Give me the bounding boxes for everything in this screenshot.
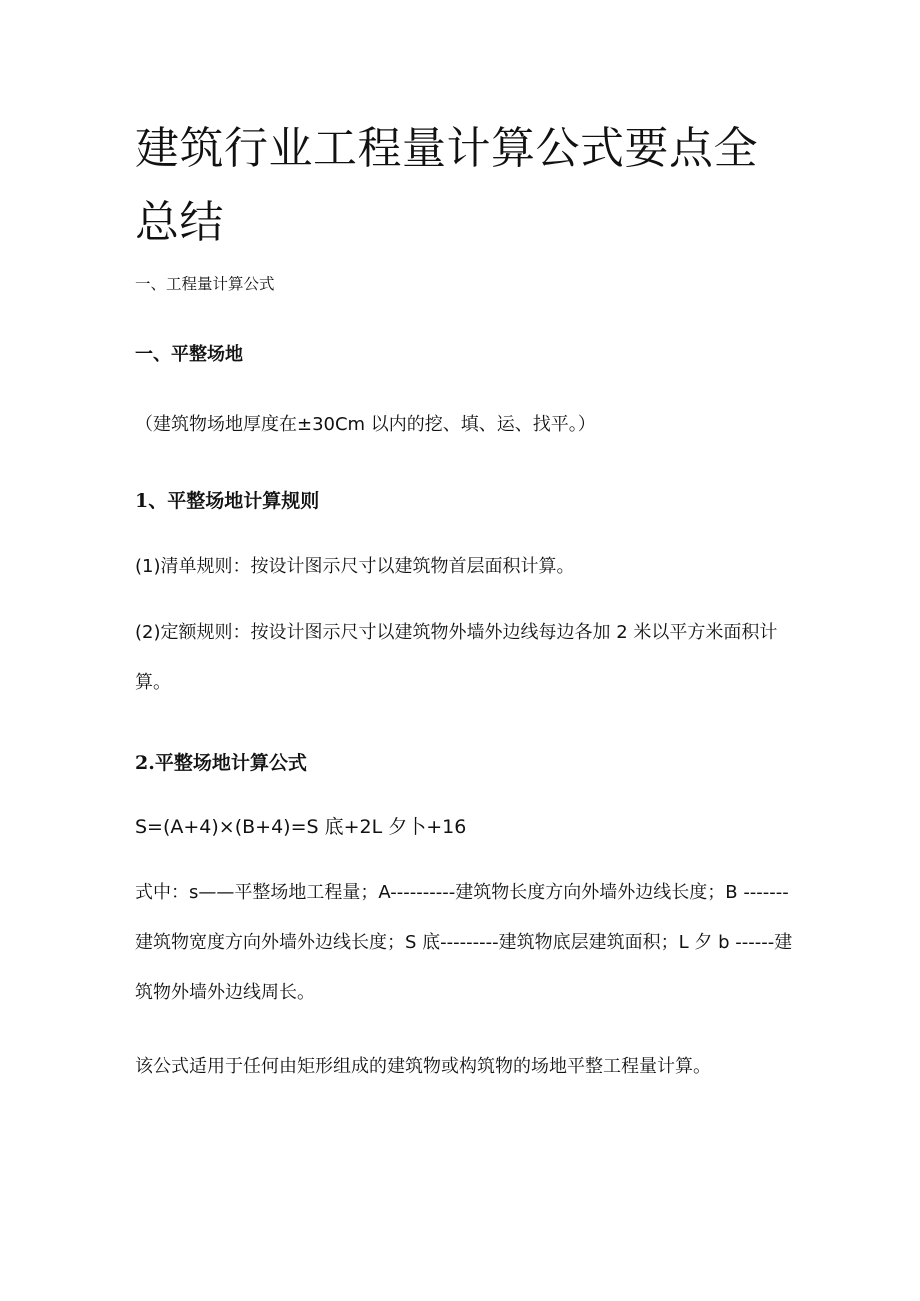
section-heading: 一、工程量计算公式 [135, 275, 275, 293]
formula-legend: 式中：s——平整场地工程量；A----------建筑物长度方向外墙外边线长度；B -------建筑物宽度方向外墙外边线长度；S 底---------建筑物底层建筑面积；L 夕 b ------建筑物外墙外边线周长。 [135, 882, 793, 1003]
formula-text: S=(A+4)×(B+4)=S 底+2L 夕卜+16 [135, 816, 467, 838]
scope-note: （建筑物场地厚度在±30Cm 以内的挖、填、运、找平。） [135, 414, 596, 435]
rule-quota: (2)定额规则：按设计图示尺寸以建筑物外墙外边线每边各加 2 米以平方米面积计算。 [135, 622, 778, 693]
applicability-note: 该公式适用于任何由矩形组成的建筑物或构筑物的场地平整工程量计算。 [135, 1056, 711, 1077]
heading-site-leveling: 一、平整场地 [135, 344, 243, 365]
rule-bill-of-quantities: (1)清单规则：按设计图示尺寸以建筑物首层面积计算。 [135, 556, 575, 577]
document-title: 建筑行业工程量计算公式要点全总结 [135, 123, 758, 248]
heading-calculation-formula: 2.平整场地计算公式 [135, 752, 307, 774]
heading-calculation-rules: 1、平整场地计算规则 [135, 490, 320, 512]
